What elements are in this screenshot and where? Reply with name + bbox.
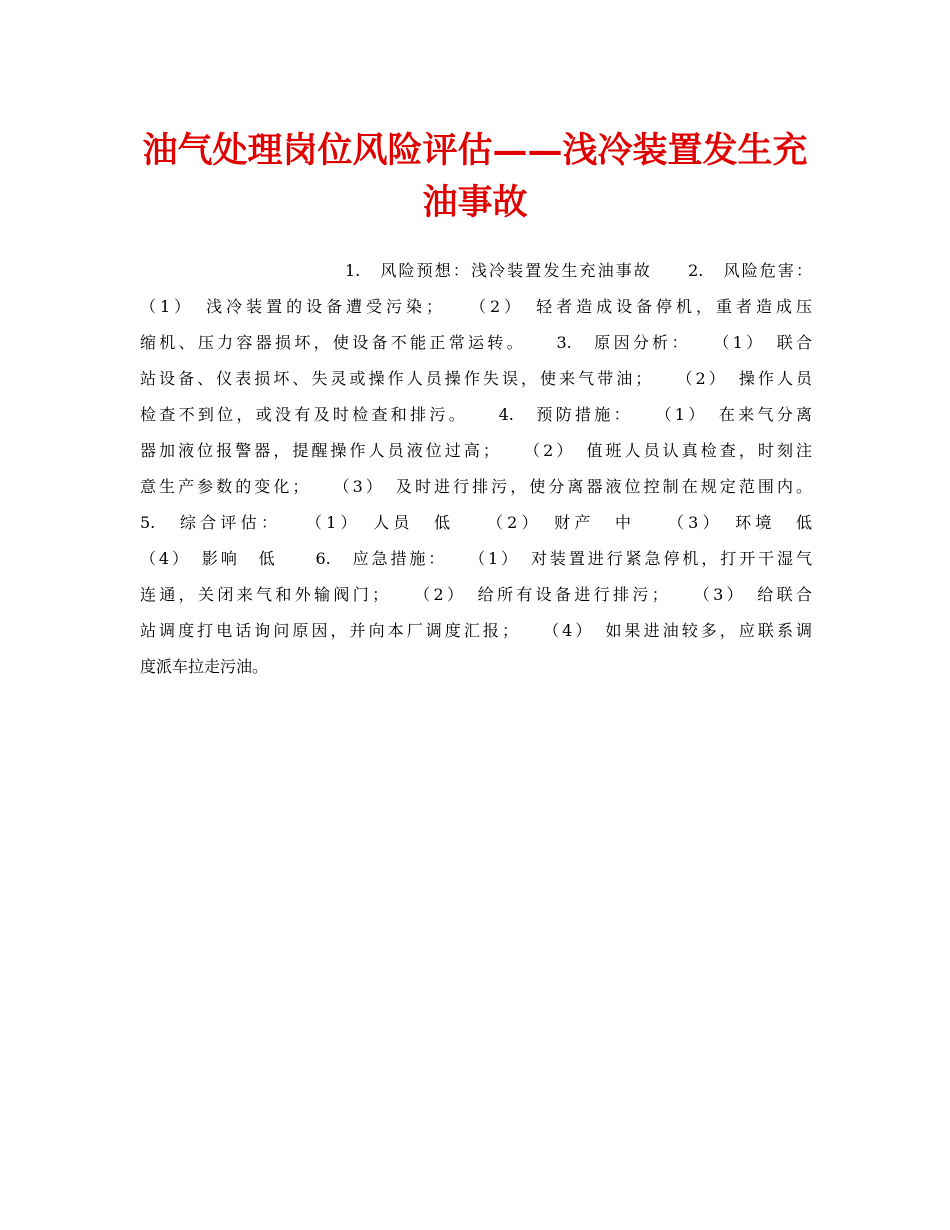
body-line: 站调度打电话询问原因，并向本厂调度汇报； （4） 如果进油较多，应联系调 [140,621,812,640]
body-line: 器加液位报警器，提醒操作人员液位过高； （2） 值班人员认真检查，时刻注 [140,441,812,460]
body-line: 1. 风险预想：浅冷装置发生充油事故 2. 风险危害： [345,261,812,280]
title-line-2: 油事故 [422,182,528,223]
body-line: 站设备、仪表损坏、失灵或操作人员操作失误，使来气带油； （2） 操作人员 [140,369,812,388]
body-line: 连通，关闭来气和外输阀门； （2） 给所有设备进行排污； （3） 给联合 [140,585,812,604]
body-line: 度派车拉走污油。 [140,657,269,676]
body-line: （4） 影响 低 6. 应急措施： （1） 对装置进行紧急停机，打开干湿气 [140,549,812,568]
document-body [140,253,812,685]
document-title [140,125,810,229]
body-line: 缩机、压力容器损坏，使设备不能正常运转。 3. 原因分析： （1） 联合 [140,333,812,352]
title-line-1: 油气处理岗位风险评估——浅冷装置发生充 [142,130,808,171]
body-line: 5. 综合评估： （1） 人员 低 （2） 财产 中 （3） 环境 低 [140,513,812,532]
body-line: 意生产参数的变化； （3） 及时进行排污，使分离器液位控制在规定范围内。 [140,477,812,496]
body-line: （1） 浅冷装置的设备遭受污染； （2） 轻者造成设备停机，重者造成压 [140,297,812,316]
body-line: 检查不到位，或没有及时检查和排污。 4. 预防措施： （1） 在来气分离 [140,405,812,424]
